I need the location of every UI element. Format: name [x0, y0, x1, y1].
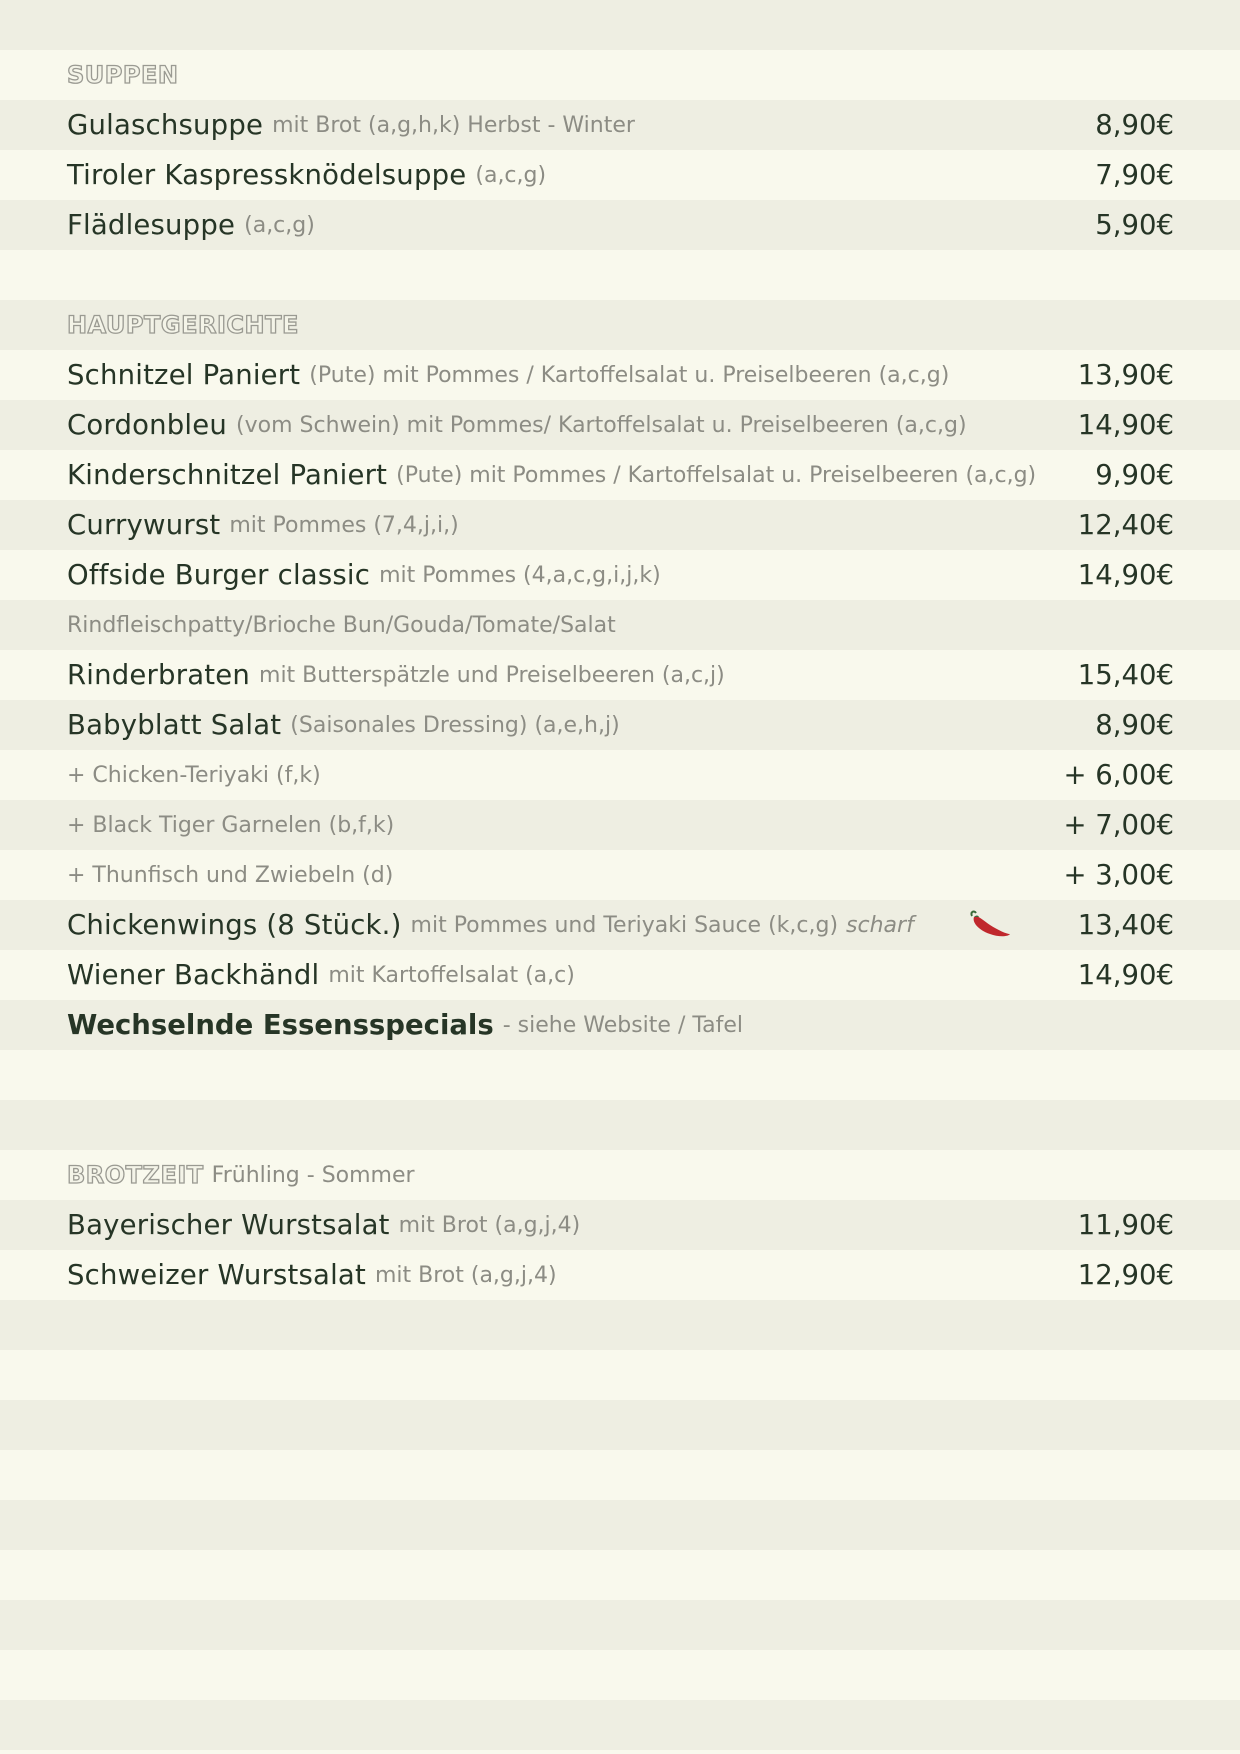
- dish-name: Kinderschnitzel Paniert: [67, 459, 388, 491]
- dish-description: (Pute) mit Pommes / Kartoffelsalat u. Preiselbeeren (a,c,g): [309, 362, 950, 388]
- menu-item: [0, 650, 1240, 700]
- dish-name: Chickenwings (8 Stück.): [67, 909, 402, 941]
- dish-name: Cordonbleu: [67, 409, 228, 441]
- dish-name: Schnitzel Paniert: [67, 359, 301, 391]
- menu-item: [0, 550, 1240, 600]
- dish-description: mit Pommes (4,a,c,g,i,j,k): [379, 562, 661, 588]
- dish-price: 15,40€: [1077, 659, 1174, 691]
- dish-description: mit Brot (a,g,h,k) Herbst - Winter: [272, 112, 635, 138]
- dish-description: (Pute) mit Pommes / Kartoffelsalat u. Preiselbeeren (a,c,g): [396, 462, 1037, 488]
- addon-price: + 6,00€: [1063, 759, 1174, 791]
- addon-name: + Chicken-Teriyaki (f,k): [67, 762, 321, 788]
- menu-item: [0, 900, 1240, 950]
- menu-addon: [0, 850, 1240, 900]
- specials-title: Wechselnde Essensspecials: [67, 1009, 494, 1041]
- dish-price: 8,90€: [1095, 109, 1174, 141]
- spicy-note: scharf: [846, 912, 914, 938]
- dish-name: Tiroler Kaspressknödelsuppe: [67, 159, 467, 191]
- menu-item: [0, 1250, 1240, 1300]
- section-title: SUPPEN: [67, 61, 179, 89]
- menu-addon: [0, 750, 1240, 800]
- specials-description: - siehe Website / Tafel: [502, 1012, 744, 1038]
- dish-description: (Saisonales Dressing) (a,e,h,j): [290, 712, 620, 738]
- menu-item: [0, 200, 1240, 250]
- section-title: HAUPTGERICHTE: [67, 311, 299, 339]
- menu-item: [0, 450, 1240, 500]
- menu-item: [0, 100, 1240, 150]
- menu-item: [0, 150, 1240, 200]
- section-header-suppen: [0, 50, 1240, 100]
- dish-description: (a,c,g): [475, 162, 547, 188]
- dish-description: mit Pommes und Teriyaki Sauce (k,c,g): [410, 912, 839, 938]
- menu-item: [0, 350, 1240, 400]
- dish-description: mit Brot (a,g,j,4): [398, 1212, 581, 1238]
- dish-price: 12,90€: [1077, 1259, 1174, 1291]
- dish-description: (a,c,g): [244, 212, 315, 238]
- section-subtitle: Frühling - Sommer: [211, 1162, 415, 1188]
- dish-description: mit Pommes (7,4,j,i,): [229, 512, 459, 538]
- dish-name: Wiener Backhändl: [67, 959, 320, 991]
- section-header-hauptgerichte: [0, 300, 1240, 350]
- dish-price: 11,90€: [1077, 1209, 1174, 1241]
- dish-name: Babyblatt Salat: [67, 709, 282, 741]
- menu-item: [0, 500, 1240, 550]
- menu-specials: [0, 1000, 1240, 1050]
- section-header-brotzeit: [0, 1150, 1240, 1200]
- dish-description: Rindfleischpatty/Brioche Bun/Gouda/Tomate/Salat: [67, 612, 616, 638]
- menu-item: [0, 1200, 1240, 1250]
- dish-name: Rinderbraten: [67, 659, 251, 691]
- menu-item-detail: [0, 600, 1240, 650]
- chili-pepper-icon: [966, 910, 1012, 940]
- dish-name: Currywurst: [67, 509, 221, 541]
- addon-name: + Black Tiger Garnelen (b,f,k): [67, 812, 395, 838]
- dish-price: 9,90€: [1095, 459, 1174, 491]
- addon-price: + 7,00€: [1063, 809, 1174, 841]
- menu-addon: [0, 800, 1240, 850]
- dish-name: Schweizer Wurstsalat: [67, 1259, 366, 1291]
- dish-name: Bayerischer Wurstsalat: [67, 1209, 390, 1241]
- dish-price: 13,40€: [1077, 909, 1174, 941]
- dish-price: 5,90€: [1095, 209, 1174, 241]
- dish-name: Flädlesuppe: [67, 209, 236, 241]
- dish-price: 7,90€: [1095, 159, 1174, 191]
- menu-item: [0, 400, 1240, 450]
- dish-price: 14,90€: [1077, 559, 1174, 591]
- dish-price: 12,40€: [1077, 509, 1174, 541]
- dish-name: Gulaschsuppe: [67, 109, 264, 141]
- dish-description: mit Kartoffelsalat (a,c): [328, 962, 575, 988]
- section-title: BROTZEIT: [67, 1161, 204, 1189]
- dish-price: 14,90€: [1077, 959, 1174, 991]
- dish-description: mit Brot (a,g,j,4): [374, 1262, 557, 1288]
- dish-price: 13,90€: [1077, 359, 1174, 391]
- dish-price: 8,90€: [1095, 709, 1174, 741]
- addon-price: + 3,00€: [1063, 859, 1174, 891]
- addon-name: + Thunfisch und Zwiebeln (d): [67, 862, 394, 888]
- dish-description: mit Butterspätzle und Preiselbeeren (a,c,j): [259, 662, 725, 688]
- dish-price: 14,90€: [1077, 409, 1174, 441]
- menu-item: [0, 950, 1240, 1000]
- dish-description: (vom Schwein) mit Pommes/ Kartoffelsalat u. Preiselbeeren (a,c,g): [236, 412, 967, 438]
- menu-item: [0, 700, 1240, 750]
- dish-name: Offside Burger classic: [67, 559, 371, 591]
